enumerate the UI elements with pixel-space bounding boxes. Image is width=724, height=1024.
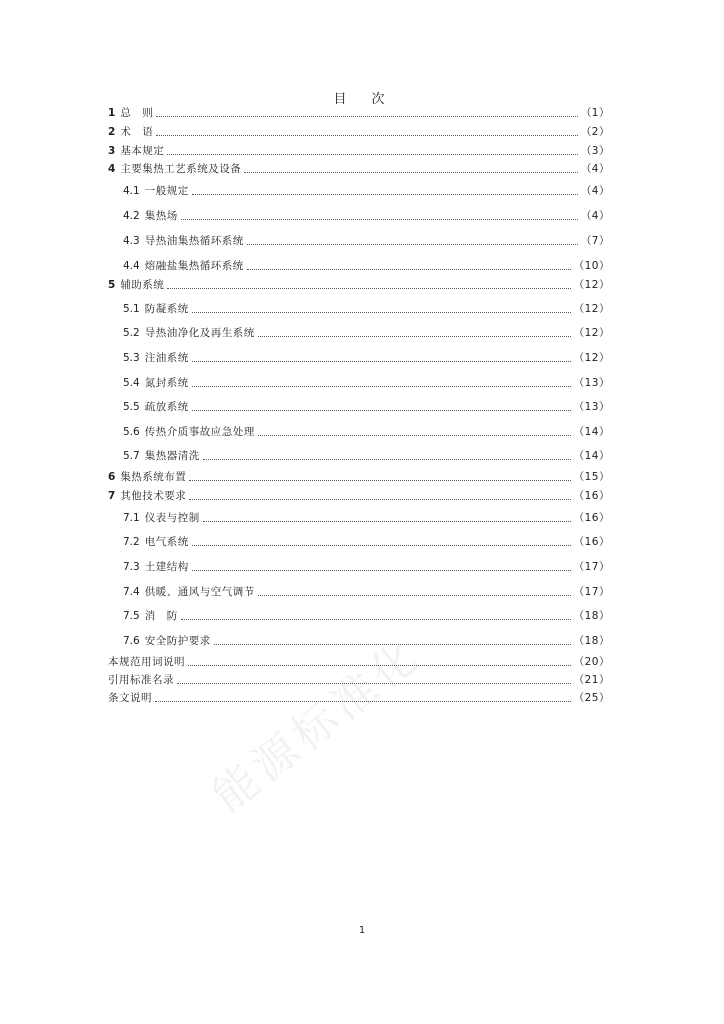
toc-entry[interactable] <box>108 689 610 705</box>
toc-entry-label: 主要集热工艺系统及设备 <box>120 163 242 175</box>
toc-entry-page: （2） <box>580 126 610 138</box>
dot-leader <box>177 682 571 684</box>
toc-entry-number: 1 <box>108 107 116 119</box>
toc-entry[interactable] <box>123 583 610 599</box>
toc-entry[interactable] <box>123 349 610 365</box>
dot-leader <box>247 243 578 245</box>
toc-entry-page: （16） <box>573 536 610 548</box>
toc-entry-label: 辅助系统 <box>120 279 165 291</box>
toc-entry[interactable] <box>108 104 610 120</box>
dot-leader <box>258 434 571 436</box>
toc-entry-label: 导热油集热循环系统 <box>144 235 244 247</box>
toc-entry[interactable] <box>123 300 610 316</box>
toc-entry-page: （12） <box>573 327 610 339</box>
toc-entry[interactable] <box>123 558 610 574</box>
toc-entry-label: 条文说明 <box>108 692 152 704</box>
toc-title: 目 次 <box>333 92 391 107</box>
dot-leader <box>192 311 571 313</box>
toc-entry-page: （18） <box>573 635 610 647</box>
toc-entry[interactable] <box>108 671 610 687</box>
toc-entry-label: 土建结构 <box>144 561 189 573</box>
dot-leader <box>156 134 578 136</box>
dot-leader <box>192 409 571 411</box>
toc-entry-label: 本规范用词说明 <box>108 656 185 668</box>
toc-entry-label: 一般规定 <box>144 185 189 197</box>
toc-entry-label: 疏放系统 <box>144 401 189 413</box>
toc-entry-page: （21） <box>573 674 610 686</box>
toc-entry-number: 5.5 <box>123 401 140 413</box>
toc-entry-page: （3） <box>580 145 610 157</box>
toc-entry[interactable] <box>108 160 610 176</box>
toc-entry[interactable] <box>108 487 610 503</box>
toc-entry-page: （13） <box>573 377 610 389</box>
dot-leader <box>181 618 571 620</box>
toc-entry-number: 5.6 <box>123 426 140 438</box>
toc-entry[interactable] <box>123 447 610 463</box>
toc-entry-label: 术 语 <box>120 126 154 138</box>
toc-entry-number: 5.3 <box>123 352 140 364</box>
toc-entry-page: （12） <box>573 279 610 291</box>
toc-entry-page: （10） <box>573 260 610 272</box>
toc-entry-label: 仪表与控制 <box>144 512 200 524</box>
toc-entry-number: 4.4 <box>123 260 140 272</box>
toc-entry[interactable] <box>123 509 610 525</box>
dot-leader <box>203 520 571 522</box>
toc-entry[interactable] <box>108 142 610 158</box>
toc-entry-label: 电气系统 <box>144 536 189 548</box>
toc-entry[interactable] <box>123 423 610 439</box>
toc-entry-page: （7） <box>580 235 610 247</box>
toc-entry-page: （4） <box>580 210 610 222</box>
toc-entry[interactable] <box>123 398 610 414</box>
dot-leader <box>192 193 578 195</box>
dot-leader <box>192 360 571 362</box>
toc-entry-label: 集热场 <box>144 210 178 222</box>
toc-entry-number: 7.2 <box>123 536 140 548</box>
dot-leader <box>258 594 571 596</box>
toc-entry[interactable] <box>123 607 610 623</box>
toc-entry-label: 引用标准名录 <box>108 674 174 686</box>
toc-entry-page: （4） <box>580 163 610 175</box>
toc-entry-page: （4） <box>580 185 610 197</box>
toc-entry-page: （1） <box>580 107 610 119</box>
toc-entry[interactable] <box>123 324 610 340</box>
page-number: 1 <box>358 925 366 936</box>
toc-entry-label: 消 防 <box>144 610 178 622</box>
toc-entry[interactable] <box>123 257 610 273</box>
toc-entry-label: 熔融盐集热循环系统 <box>144 260 244 272</box>
toc-entry-label: 安全防护要求 <box>144 635 211 647</box>
toc-entry[interactable] <box>123 182 610 198</box>
dot-leader <box>203 458 571 460</box>
watermark: 能源标准化 <box>203 628 432 823</box>
toc-entry-page: （25） <box>573 692 610 704</box>
toc-entry-page: （14） <box>573 450 610 462</box>
toc-entry-number: 4.3 <box>123 235 140 247</box>
toc-entry[interactable] <box>123 374 610 390</box>
toc-entry[interactable] <box>108 276 610 292</box>
dot-leader <box>258 335 571 337</box>
toc-entry-number: 2 <box>108 126 116 138</box>
toc-entry-number: 5 <box>108 279 116 291</box>
dot-leader <box>244 171 578 173</box>
toc-entry-page: （13） <box>573 401 610 413</box>
toc-entry-label: 氮封系统 <box>144 377 189 389</box>
toc-entry-number: 7.4 <box>123 586 140 598</box>
toc-entry-number: 5.1 <box>123 303 140 315</box>
toc-entry-label: 导热油净化及再生系统 <box>144 327 255 339</box>
toc-entry-page: （17） <box>573 561 610 573</box>
toc-entry-label: 总 则 <box>120 107 154 119</box>
toc-entry-number: 4.2 <box>123 210 140 222</box>
toc-entry-number: 7.3 <box>123 561 140 573</box>
dot-leader <box>192 544 571 546</box>
toc-entry-number: 5.4 <box>123 377 140 389</box>
toc-entry[interactable] <box>123 533 610 549</box>
dot-leader <box>214 643 571 645</box>
toc-entry[interactable] <box>123 632 610 648</box>
dot-leader <box>189 498 570 500</box>
toc-entry-number: 4 <box>108 163 116 175</box>
dot-leader <box>155 700 571 702</box>
dot-leader <box>156 115 578 117</box>
toc-entry-number: 7.5 <box>123 610 140 622</box>
toc-entry-page: （12） <box>573 303 610 315</box>
toc-entry-page: （18） <box>573 610 610 622</box>
dot-leader <box>167 153 578 155</box>
toc-entry-number: 4.1 <box>123 185 140 197</box>
toc-entry-number: 7 <box>108 490 116 502</box>
toc-entry-label: 集热系统布置 <box>120 471 187 483</box>
toc-entry-number: 5.7 <box>123 450 140 462</box>
toc-entry-number: 6 <box>108 471 116 483</box>
toc-entry-label: 供暖、通风与空气调节 <box>144 586 255 598</box>
toc-entry[interactable] <box>108 468 610 484</box>
toc-entry-number: 7.1 <box>123 512 140 524</box>
toc-entry-page: （17） <box>573 586 610 598</box>
dot-leader <box>192 569 571 571</box>
dot-leader <box>192 385 571 387</box>
toc-entry-number: 3 <box>108 145 116 157</box>
toc-entry-number: 7.6 <box>123 635 140 647</box>
toc-entry-page: （16） <box>573 490 610 502</box>
toc-entry-page: （14） <box>573 426 610 438</box>
toc-entry-label: 其他技术要求 <box>120 490 187 502</box>
dot-leader <box>167 287 570 289</box>
dot-leader <box>188 664 571 666</box>
toc-entry[interactable] <box>123 207 610 223</box>
toc-entry-label: 防凝系统 <box>144 303 189 315</box>
dot-leader <box>189 479 570 481</box>
dot-leader <box>181 218 578 220</box>
dot-leader <box>247 268 571 270</box>
toc-entry-number: 5.2 <box>123 327 140 339</box>
toc-entry-page: （16） <box>573 512 610 524</box>
toc-entry-page: （15） <box>573 471 610 483</box>
toc-entry-label: 基本规定 <box>120 145 165 157</box>
toc-entry[interactable] <box>108 123 610 139</box>
toc-entry[interactable] <box>123 232 610 248</box>
toc-entry-label: 传热介质事故应急处理 <box>144 426 255 438</box>
toc-entry-page: （20） <box>573 656 610 668</box>
toc-entry-label: 集热器清洗 <box>144 450 200 462</box>
toc-entry[interactable] <box>108 653 610 669</box>
toc-entry-label: 注油系统 <box>144 352 189 364</box>
toc-entry-page: （12） <box>573 352 610 364</box>
